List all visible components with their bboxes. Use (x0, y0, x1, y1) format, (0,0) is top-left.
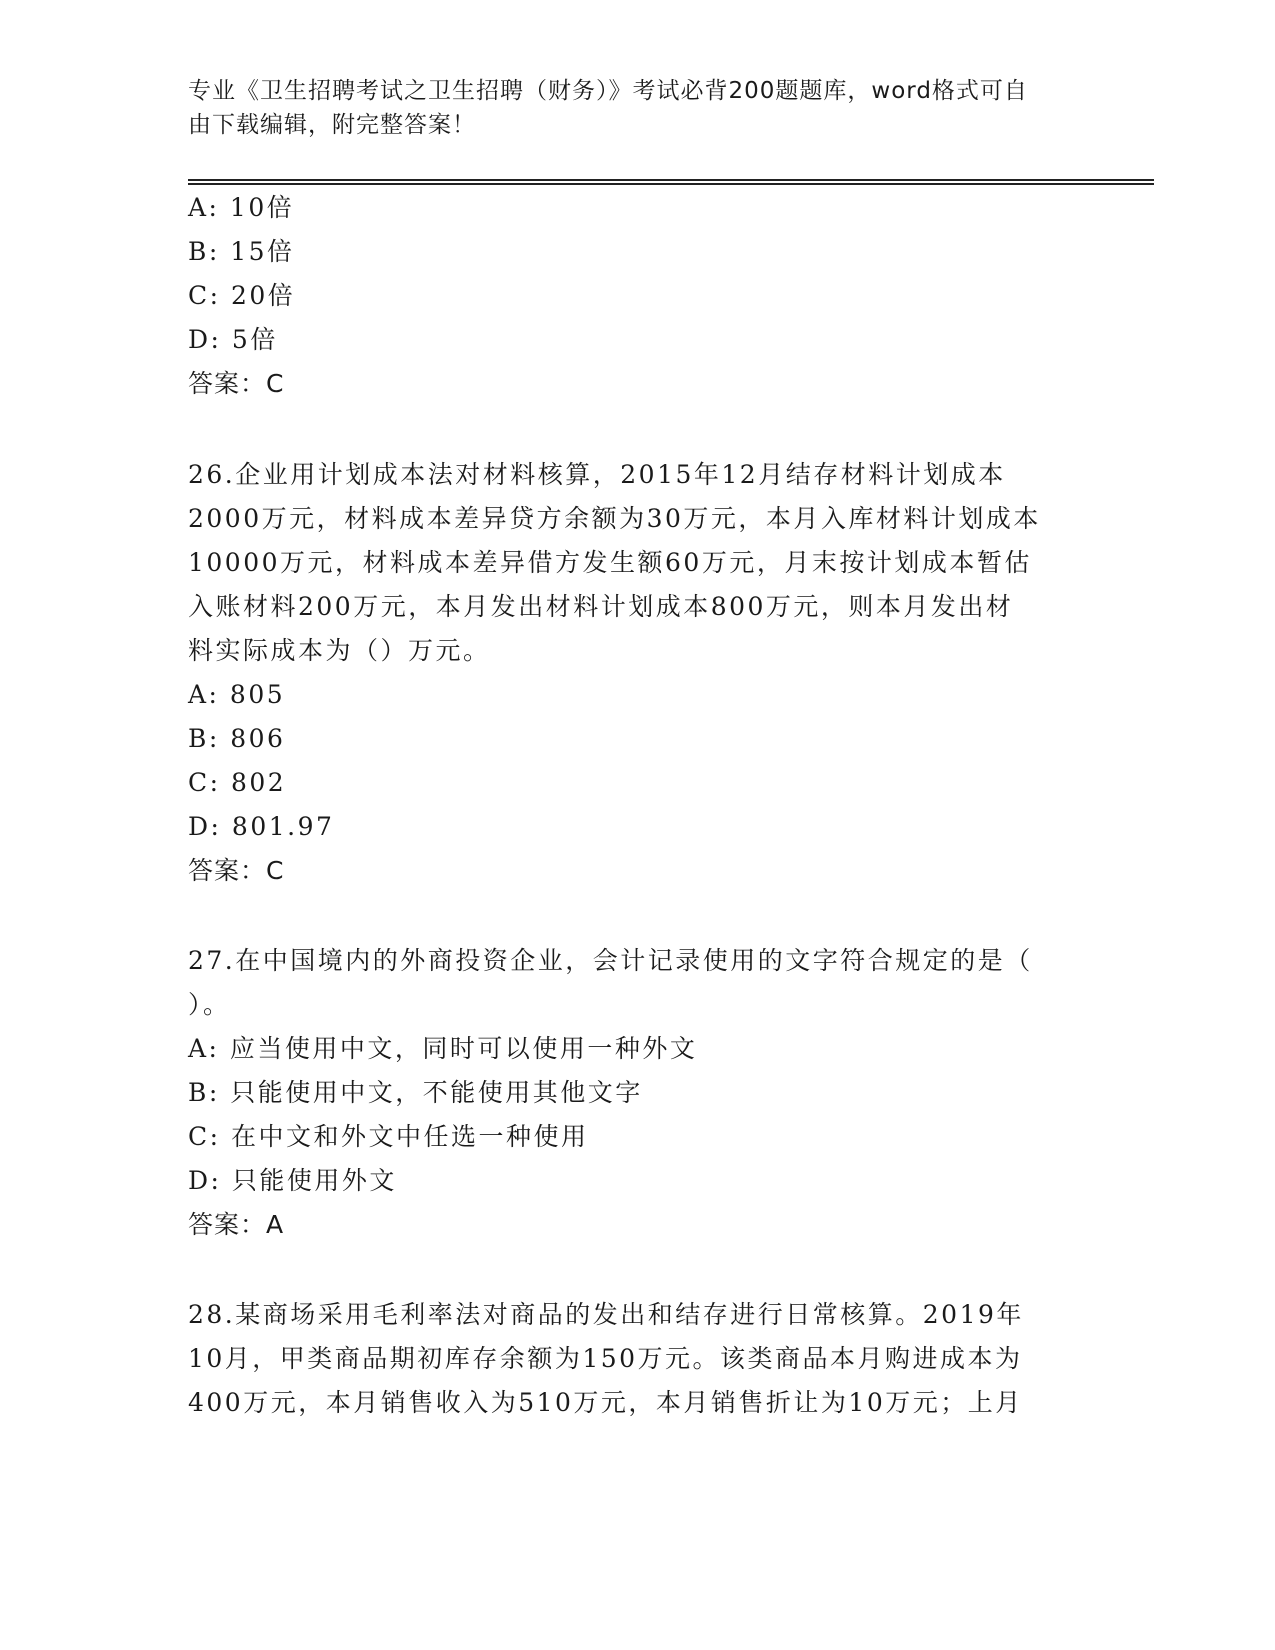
q27-option-b: B: 只能使用中文，不能使用其他文字 (188, 1078, 643, 1107)
q27-option-a: A: 应当使用中文，同时可以使用一种外文 (188, 1034, 698, 1063)
q26-stem-line-5: 料实际成本为（）万元。 (188, 636, 491, 665)
q26-stem-line-3: 10000万元，材料成本差异借方发生额60万元，月末按计划成本暂估 (188, 548, 1032, 577)
header-line-2: 由下载编辑，附完整答案！ (188, 112, 476, 138)
q28-stem-line-2: 10月，甲类商品期初库存余额为150万元。该类商品本月购进成本为 (188, 1344, 1023, 1373)
q25-option-a: A: 10倍 (188, 193, 295, 222)
document-header (188, 74, 1068, 142)
header-divider-double (188, 183, 1154, 185)
header-line-1: 专业《卫生招聘考试之卫生招聘（财务）》考试必背200题题库，word格式可自 (188, 78, 1028, 104)
q27-answer: 答案：A (188, 1210, 285, 1239)
q26-option-d: D: 801.97 (188, 812, 335, 841)
q26-option-b: B: 806 (188, 724, 286, 753)
q26-stem-line-4: 入账材料200万元，本月发出材料计划成本800万元，则本月发出材 (188, 592, 1014, 621)
q26-answer: 答案：C (188, 856, 285, 885)
q25-option-d: D: 5倍 (188, 325, 278, 354)
q26-option-c: C: 802 (188, 768, 287, 797)
q27-stem-line-2: ）。 (188, 990, 231, 1019)
q25-option-b: B: 15倍 (188, 237, 295, 266)
q27-stem-line-1: 27.在中国境内的外商投资企业，会计记录使用的文字符合规定的是（ (188, 946, 1033, 975)
q28-stem-line-1: 28.某商场采用毛利率法对商品的发出和结存进行日常核算。2019年 (188, 1300, 1024, 1329)
q26-stem-line-1: 26.企业用计划成本法对材料核算，2015年12月结存材料计划成本 (188, 460, 1006, 489)
q25-answer: 答案：C (188, 369, 285, 398)
q27-option-d: D: 只能使用外文 (188, 1166, 397, 1195)
q25-option-c: C: 20倍 (188, 281, 296, 310)
q26-option-a: A: 805 (188, 680, 286, 709)
q27-option-c: C: 在中文和外文中任选一种使用 (188, 1122, 589, 1151)
q26-stem-line-2: 2000万元，材料成本差异贷方余额为30万元，本月入库材料计划成本 (188, 504, 1041, 533)
q28-stem-line-3: 400万元，本月销售收入为510万元，本月销售折让为10万元；上月 (188, 1388, 1023, 1417)
header-divider (188, 179, 1154, 181)
